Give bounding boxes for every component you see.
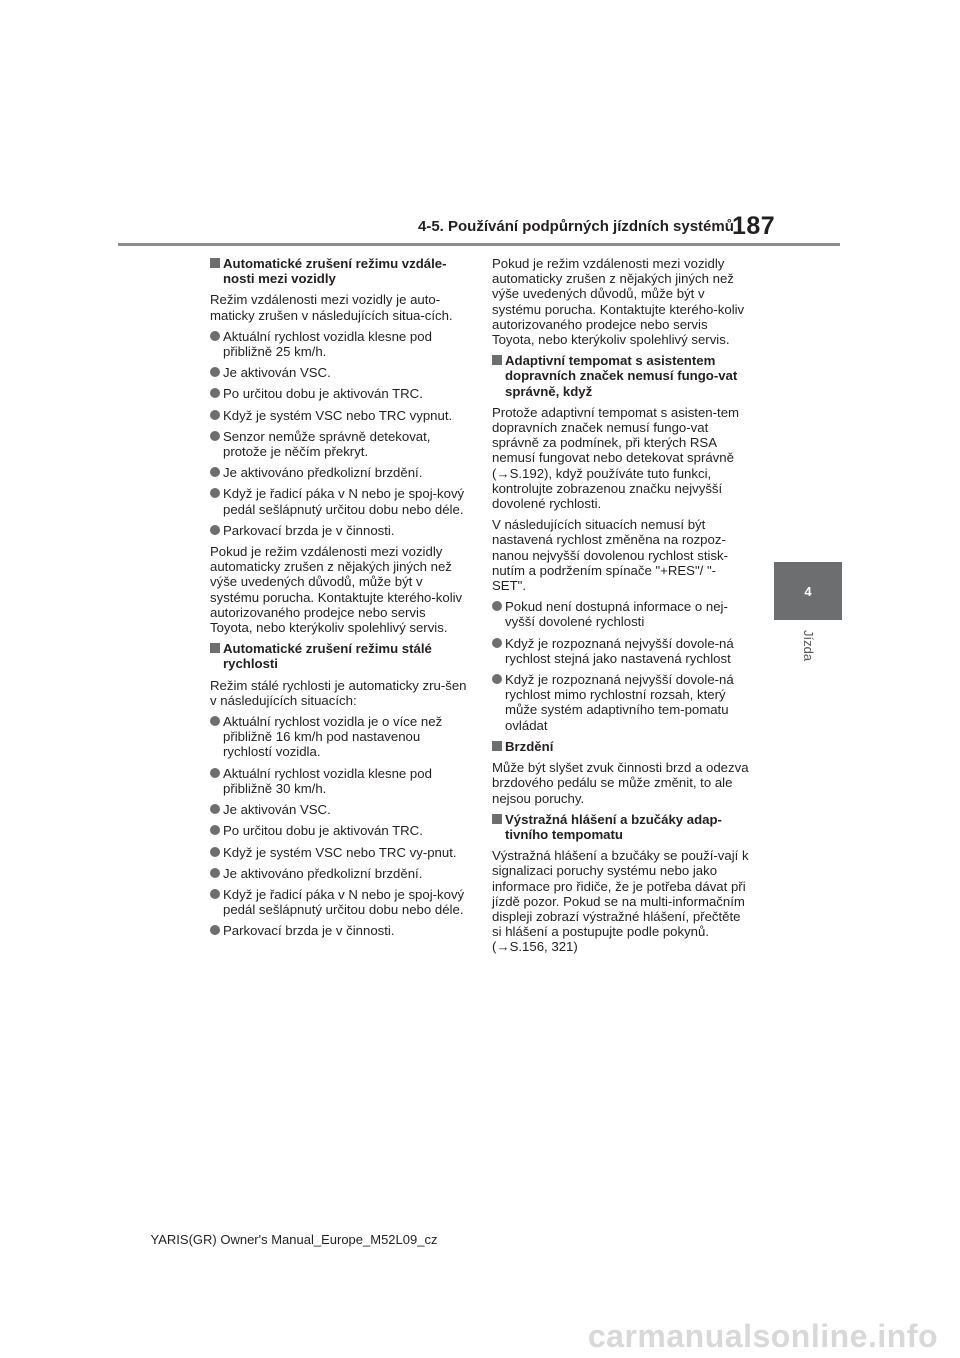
heading-text: Automatické zrušení režimu stálé rychlosti (223, 641, 432, 672)
paragraph: Výstražná hlášení a bzučáky se použí-vají k signalizaci poruchy systému nebo jako informace pro řidiče, že je potřeba dávat při jízdě pozor. Pokud se na multi-informačním displeji zobrazí výstražné hlášení, přečtěte si hlášení a postupujte podle pokynů. (→S.156, 321) (492, 848, 749, 955)
circle-bullet-icon (210, 467, 220, 477)
list-item (210, 429, 468, 459)
circle-bullet-icon (210, 331, 220, 341)
circle-bullet-icon (210, 716, 220, 726)
heading-text: Automatické zrušení režimu vzdále-nosti mezi vozidly (223, 256, 447, 287)
list-item-text: Parkovací brzda je v činnosti. (223, 923, 395, 939)
circle-bullet-icon (210, 889, 220, 899)
square-bullet-icon (210, 258, 220, 268)
circle-bullet-icon (210, 804, 220, 814)
circle-bullet-icon (210, 431, 220, 441)
list-item-text: Po určitou dobu je aktivován TRC. (223, 823, 423, 839)
circle-bullet-icon (492, 638, 502, 648)
circle-bullet-icon (492, 674, 502, 684)
list-item-text: Je aktivován VSC. (223, 365, 331, 381)
footer-text: YARIS(GR) Owner's Manual_Europe_M52L09_cz (150, 1232, 438, 1247)
circle-bullet-icon (210, 868, 220, 878)
circle-bullet-icon (210, 525, 220, 535)
header-divider (118, 243, 840, 246)
list-item-text: Když je řadicí páka v N nebo je spoj-kový pedál sešlápnutý určitou dobu nebo déle. (223, 486, 465, 517)
square-bullet-icon (492, 814, 502, 824)
circle-bullet-icon (492, 601, 502, 611)
section-heading (492, 739, 750, 754)
paragraph: Protože adaptivní tempomat s asisten-tem dopravních značek nemusí fungo-vat správně za podmínek, při kterých RSA nemusí fungovat nebo detekovat správně (→S.192), když používáte tuto funkci, kontrolujte zobrazenou značku nejvyšší dovolené rychlosti. (492, 404, 740, 512)
heading-text: Výstražná hlášení a bzučáky adap-tivního tempomatu (505, 811, 722, 842)
section-title: 4-5. Používání podpůrných jízdních systémů (418, 218, 734, 235)
list-item (210, 802, 468, 817)
list-item (492, 599, 750, 629)
chapter-tab (774, 562, 842, 620)
list-item-text: Parkovací brzda je v činnosti. (223, 522, 395, 538)
list-item (210, 923, 468, 938)
paragraph: Pokud je režim vzdálenosti mezi vozidly automaticky zrušen z nějakých jiných než výše uvedených důvodů, může být v systému porucha. Kontaktujte kterého-koliv autorizovaného prodejce nebo servis Toyota, nebo kterýkoliv spolehlivý servis. (492, 256, 745, 348)
left-column (210, 256, 468, 945)
list-item (210, 329, 468, 359)
list-item (492, 636, 750, 666)
paragraph: V následujících situacích nemusí být nastavená rychlost změněna na rozpoz-nanou nejvyšší dovolenou rychlost stisk-nutím a podržením spínače "+RES"/ "-SET". (492, 517, 729, 594)
right-column (492, 256, 750, 961)
circle-bullet-icon (210, 847, 220, 857)
list-item (492, 672, 750, 733)
list-item (210, 365, 468, 380)
list-item (210, 845, 468, 860)
list-item-text: Je aktivováno předkolizní brzdění. (223, 865, 423, 881)
list-item-text: Když je rozpoznaná nejvyšší dovole-ná rychlost mimo rychlostní rozsah, který může systém adaptivního tem-pomatu ovládat (505, 672, 734, 733)
list-item-text: Aktuální rychlost vozidla klesne pod přibližně 25 km/h. (223, 328, 432, 360)
footer (0, 1232, 960, 1247)
list-item (210, 408, 468, 423)
list-item (210, 486, 468, 516)
circle-bullet-icon (210, 488, 220, 498)
list-item-text: Po určitou dobu je aktivován TRC. (223, 386, 423, 402)
heading-text: Brzdění (505, 738, 554, 754)
paragraph: Režim vzdálenosti mezi vozidly je auto-maticky zrušen v následujících situa-cích. (210, 292, 453, 323)
circle-bullet-icon (210, 825, 220, 835)
circle-bullet-icon (210, 388, 220, 398)
list-item-text: Senzor nemůže správně detekovat, protože je něčím překryt. (223, 428, 431, 460)
section-heading (492, 812, 750, 842)
square-bullet-icon (492, 741, 502, 751)
square-bullet-icon (492, 355, 502, 365)
list-item (210, 465, 468, 480)
watermark: carmanualsonline.info (587, 1318, 938, 1354)
list-item-text: Pokud není dostupná informace o nej-vyšší dovolené rychlosti (505, 599, 728, 630)
list-item-text: Je aktivován VSC. (223, 802, 331, 818)
paragraph: Pokud je režim vzdálenosti mezi vozidly automaticky zrušen z nějakých jiných než výše uvedených důvodů, může být v systému porucha. Kontaktujte kterého-koliv autorizovaného prodejce nebo servis Toyota, nebo kterýkoliv spolehlivý servis. (210, 544, 463, 636)
paragraph: Režim stálé rychlosti je automaticky zru-šen v následujících situacích: (210, 677, 467, 708)
list-item (210, 523, 468, 538)
list-item-text: Aktuální rychlost vozidla klesne pod přibližně 30 km/h. (223, 765, 432, 796)
list-item (210, 766, 468, 796)
section-heading (492, 353, 750, 399)
chapter-label: Jízda (801, 630, 816, 662)
circle-bullet-icon (210, 768, 220, 778)
list-item-text: Aktuální rychlost vozidla je o více než přibližně 16 km/h pod nastavenou rychlostí vozidla. (223, 714, 443, 760)
list-item (210, 386, 468, 401)
list-item (210, 866, 468, 881)
paragraph: Může být slyšet zvuk činnosti brzd a odezva brzdového pedálu se může změnit, to ale nejsou poruchy. (492, 760, 749, 806)
list-item (210, 823, 468, 838)
square-bullet-icon (210, 643, 220, 653)
list-item-text: Když je systém VSC nebo TRC vy-pnut. (223, 844, 457, 860)
list-item-text: Když je systém VSC nebo TRC vypnut. (223, 407, 453, 423)
list-item (210, 714, 468, 760)
list-item (210, 887, 468, 917)
list-item-text: Když je rozpoznaná nejvyšší dovole-ná rychlost stejná jako nastavená rychlost (505, 635, 734, 666)
section-heading (210, 641, 468, 671)
circle-bullet-icon (210, 367, 220, 377)
heading-text: Adaptivní tempomat s asistentem dopravních značek nemusí fungo-vat správně, když (505, 353, 738, 399)
section-heading (210, 256, 468, 286)
list-item-text: Je aktivováno předkolizní brzdění. (223, 465, 423, 481)
page-number: 187 (732, 212, 776, 240)
chapter-number: 4 (804, 583, 812, 599)
circle-bullet-icon (210, 410, 220, 420)
circle-bullet-icon (210, 925, 220, 935)
list-item-text: Když je řadicí páka v N nebo je spoj-kový pedál sešlápnutý určitou dobu nebo déle. (223, 886, 465, 918)
